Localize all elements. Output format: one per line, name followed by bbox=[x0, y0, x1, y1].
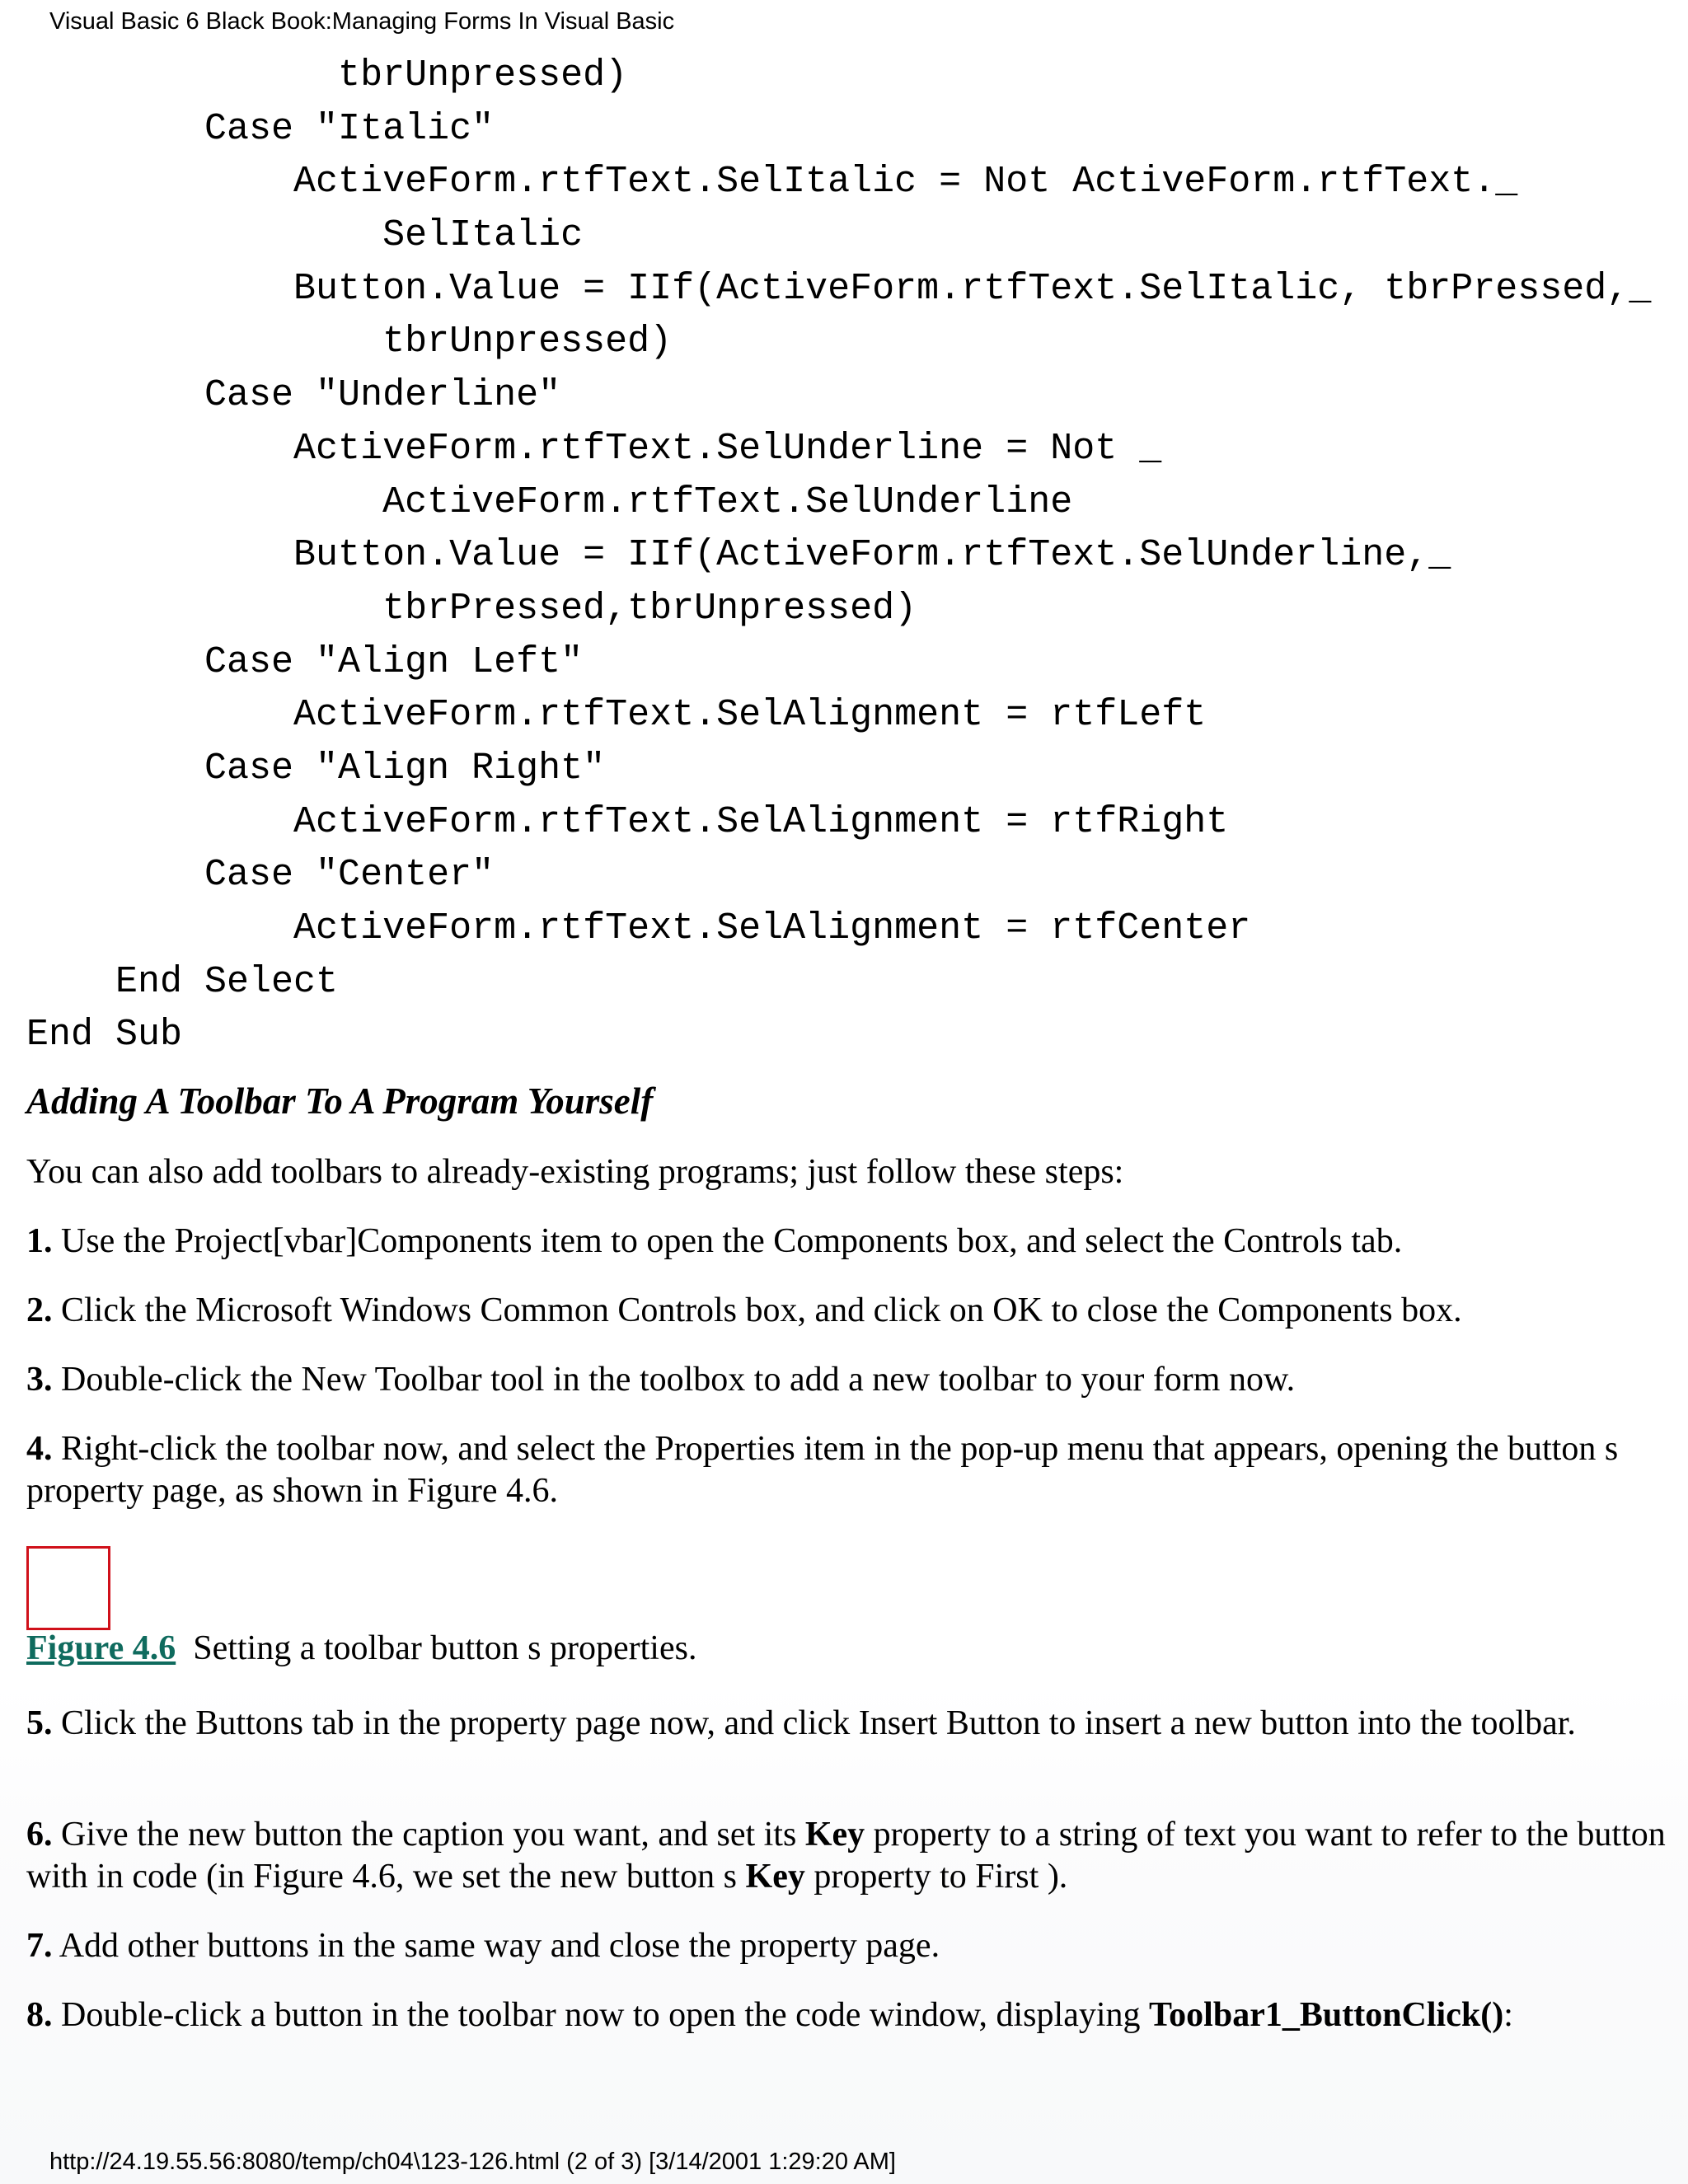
step-text: property to First ). bbox=[804, 1858, 1068, 1896]
step-number: 8. bbox=[26, 1996, 53, 2034]
step-number: 6. bbox=[26, 1816, 53, 1854]
code-line: End Sub bbox=[26, 1014, 183, 1057]
code-line: ActiveForm.rtfText.SelAlignment = rtfCenter bbox=[26, 907, 1251, 949]
step-2 bbox=[26, 1290, 1667, 1332]
code-line: Case "Center" bbox=[26, 854, 495, 897]
step-text: : bbox=[1503, 1996, 1513, 2034]
step-text: Double-click the New Toolbar tool in the toolbox to add a new toolbar to your form now. bbox=[61, 1361, 1296, 1399]
code-line: Button.Value = IIf(ActiveForm.rtfText.SelItalic, tbrPressed,_ bbox=[26, 267, 1652, 310]
code-block bbox=[26, 49, 1651, 1062]
step-number: 1. bbox=[26, 1222, 53, 1260]
figure-caption-text: Setting a toolbar button s properties. bbox=[193, 1629, 697, 1667]
code-line: tbrPressed,tbrUnpressed) bbox=[26, 587, 917, 630]
intro-paragraph: You can also add toolbars to already-existing programs; just follow these steps: bbox=[26, 1153, 1124, 1191]
code-line: Case "Align Right" bbox=[26, 747, 606, 790]
function-name: Toolbar1_ButtonClick() bbox=[1149, 1996, 1504, 2034]
step-text: Double-click a button in the toolbar now to open the code window, displaying bbox=[61, 1996, 1150, 2034]
code-line: ActiveForm.rtfText.SelUnderline bbox=[26, 480, 1073, 523]
step-6 bbox=[26, 1814, 1667, 1898]
code-line: End Select bbox=[26, 960, 339, 1003]
section-heading: Adding A Toolbar To A Program Yourself bbox=[26, 1080, 654, 1122]
step-text: Give the new button the caption you want, and set its bbox=[61, 1816, 805, 1854]
step-4 bbox=[26, 1428, 1667, 1512]
code-line: Case "Underline" bbox=[26, 374, 561, 417]
code-line: Case "Align Left" bbox=[26, 640, 584, 683]
step-number: 3. bbox=[26, 1361, 53, 1399]
step-text: Click the Buttons tab in the property page now, and click Insert Button to insert a new button into the toolbar. bbox=[61, 1704, 1576, 1742]
step-text: Use the Project[vbar]Components item to open the Components box, and select the Controls tab. bbox=[61, 1222, 1403, 1260]
step-3 bbox=[26, 1359, 1667, 1401]
key-term: Key bbox=[745, 1858, 805, 1896]
code-line: ActiveForm.rtfText.SelItalic = Not ActiveForm.rtfText._ bbox=[26, 161, 1518, 204]
step-5 bbox=[26, 1703, 1667, 1745]
code-line: ActiveForm.rtfText.SelUnderline = Not _ bbox=[26, 427, 1162, 470]
code-line: SelItalic bbox=[26, 214, 584, 257]
figure-caption bbox=[26, 1628, 1667, 1670]
figure-link[interactable]: Figure 4.6 bbox=[26, 1629, 176, 1667]
page-header: Visual Basic 6 Black Book:Managing Forms In Visual Basic bbox=[49, 8, 675, 35]
figure-image-placeholder bbox=[26, 1546, 110, 1630]
step-text: Click the Microsoft Windows Common Controls box, and click on OK to close the Components box. bbox=[61, 1291, 1462, 1329]
step-number: 2. bbox=[26, 1291, 53, 1329]
code-line: Case "Italic" bbox=[26, 107, 495, 150]
step-text: property to a string of text you want to refer to the button with in code (in Figure 4.6, we set the new button s bbox=[26, 1816, 1666, 1896]
code-line: ActiveForm.rtfText.SelAlignment = rtfRight bbox=[26, 800, 1229, 843]
step-text: Add other buttons in the same way and close the property page. bbox=[59, 1927, 940, 1965]
step-number: 5. bbox=[26, 1704, 53, 1742]
step-number: 7. bbox=[26, 1927, 53, 1965]
page-footer: http://24.19.55.56:8080/temp/ch04\123-126.html (2 of 3) [3/14/2001 1:29:20 AM] bbox=[49, 2149, 896, 2175]
key-term: Key bbox=[804, 1816, 865, 1854]
code-line: tbrUnpressed) bbox=[26, 54, 628, 96]
code-line: tbrUnpressed) bbox=[26, 321, 673, 363]
step-text: Right-click the toolbar now, and select the Properties item in the pop-up menu that appears, opening the button s property page, as shown in Figure 4.6. bbox=[26, 1430, 1619, 1510]
code-line: Button.Value = IIf(ActiveForm.rtfText.SelUnderline,_ bbox=[26, 534, 1451, 577]
step-8 bbox=[26, 1994, 1667, 2036]
step-7 bbox=[26, 1925, 1667, 1967]
step-1 bbox=[26, 1221, 1667, 1263]
step-number: 4. bbox=[26, 1430, 53, 1468]
code-line: ActiveForm.rtfText.SelAlignment = rtfLeft bbox=[26, 694, 1207, 737]
